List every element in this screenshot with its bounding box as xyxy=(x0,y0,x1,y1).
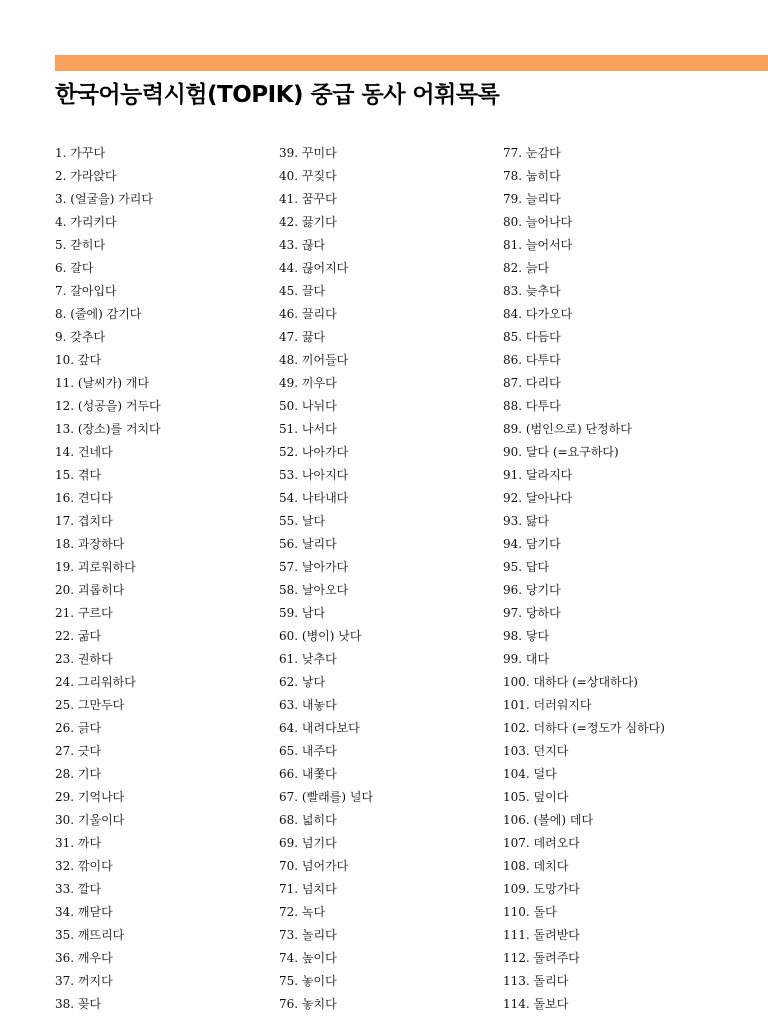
vocab-item: 76. 놓치다 xyxy=(279,997,337,1011)
vocab-item: 82. 늙다 xyxy=(503,261,550,275)
vocab-item: 40. 꾸짖다 xyxy=(279,169,337,183)
vocab-item: 63. 내놓다 xyxy=(279,698,337,712)
vocab-item: 16. 견디다 xyxy=(55,491,113,505)
vocab-item: 22. 굶다 xyxy=(55,629,102,643)
vocab-item: 23. 권하다 xyxy=(55,652,113,666)
vocab-item: 111. 돌려받다 xyxy=(503,928,580,942)
vocab-item: 104. 덜다 xyxy=(503,767,557,781)
vocab-item: 61. 낮추다 xyxy=(279,652,337,666)
vocab-item: 4. 가리키다 xyxy=(55,215,117,229)
vocab-item: 98. 닿다 xyxy=(503,629,550,643)
vocab-item: 68. 넓히다 xyxy=(279,813,337,827)
vocab-item: 105. 덮이다 xyxy=(503,790,569,804)
vocab-item: 62. 낳다 xyxy=(279,675,326,689)
vocab-item: 112. 돌려주다 xyxy=(503,951,580,965)
vocab-item: 56. 날리다 xyxy=(279,537,337,551)
vocab-item: 43. 끊다 xyxy=(279,238,326,252)
vocab-item: 88. 다투다 xyxy=(503,399,561,413)
vocab-item: 55. 날다 xyxy=(279,514,326,528)
vocab-item: 10. 갚다 xyxy=(55,353,102,367)
vocab-item: 83. 늦추다 xyxy=(503,284,561,298)
vocab-item: 54. 나타내다 xyxy=(279,491,349,505)
vocab-item: 58. 날아오다 xyxy=(279,583,349,597)
vocab-item: 1. 가꾸다 xyxy=(55,146,106,160)
vocab-item: 103. 던지다 xyxy=(503,744,569,758)
vocab-item: 94. 담기다 xyxy=(503,537,561,551)
vocab-item: 3. (얼굴을) 가리다 xyxy=(55,192,153,206)
vocab-item: 66. 내쫓다 xyxy=(279,767,337,781)
vocab-item: 29. 기억나다 xyxy=(55,790,125,804)
vocab-item: 14. 건네다 xyxy=(55,445,113,459)
vocab-item: 25. 그만두다 xyxy=(55,698,125,712)
vocab-item: 47. 끓다 xyxy=(279,330,326,344)
vocab-item: 33. 깔다 xyxy=(55,882,102,896)
vocab-item: 96. 당기다 xyxy=(503,583,561,597)
vocab-item: 53. 나아지다 xyxy=(279,468,349,482)
vocab-item: 27. 긋다 xyxy=(55,744,102,758)
vocab-item: 89. (범인으로) 단정하다 xyxy=(503,422,632,436)
vocab-item: 75. 놓이다 xyxy=(279,974,337,988)
vocab-item: 9. 갖추다 xyxy=(55,330,106,344)
vocab-item: 74. 높이다 xyxy=(279,951,337,965)
vocab-item: 11. (날씨가) 개다 xyxy=(55,376,150,390)
vocab-item: 35. 깨뜨리다 xyxy=(55,928,125,942)
vocab-item: 15. 겪다 xyxy=(55,468,102,482)
vocab-item: 30. 기울이다 xyxy=(55,813,125,827)
vocab-item: 79. 늘리다 xyxy=(503,192,561,206)
vocab-item: 44. 끊어지다 xyxy=(279,261,349,275)
vocab-item: 20. 괴롭히다 xyxy=(55,583,125,597)
vocab-item: 21. 구르다 xyxy=(55,606,113,620)
vocab-column-3 xyxy=(503,142,665,1016)
vocab-item: 91. 달라지다 xyxy=(503,468,573,482)
vocab-item: 28. 기다 xyxy=(55,767,102,781)
vocab-column-1 xyxy=(55,142,161,1016)
vocab-item: 107. 데려오다 xyxy=(503,836,580,850)
vocab-item: 69. 넘기다 xyxy=(279,836,337,850)
vocab-item: 26. 긁다 xyxy=(55,721,102,735)
vocab-item: 34. 깨닫다 xyxy=(55,905,113,919)
vocab-column-2 xyxy=(279,142,373,1016)
vocab-item: 2. 가라앉다 xyxy=(55,169,117,183)
vocab-item: 77. 눈감다 xyxy=(503,146,561,160)
vocab-item: 17. 겹치다 xyxy=(55,514,113,528)
vocab-item: 37. 꺼지다 xyxy=(55,974,113,988)
vocab-item: 8. (줄에) 감기다 xyxy=(55,307,142,321)
vocab-item: 57. 날아가다 xyxy=(279,560,349,574)
vocab-item: 31. 까다 xyxy=(55,836,102,850)
vocab-item: 64. 내려다보다 xyxy=(279,721,360,735)
vocab-item: 71. 넘치다 xyxy=(279,882,337,896)
vocab-item: 65. 내주다 xyxy=(279,744,337,758)
vocab-item: 39. 꾸미다 xyxy=(279,146,337,160)
vocab-item: 102. 더하다 (=정도가 심하다) xyxy=(503,721,665,735)
vocab-item: 70. 넘어가다 xyxy=(279,859,349,873)
vocab-item: 108. 데치다 xyxy=(503,859,569,873)
header-accent-bar xyxy=(55,55,768,71)
vocab-item: 32. 깎이다 xyxy=(55,859,113,873)
vocab-item: 110. 돌다 xyxy=(503,905,557,919)
vocab-item: 84. 다가오다 xyxy=(503,307,573,321)
vocab-item: 92. 달아나다 xyxy=(503,491,573,505)
vocab-item: 24. 그리워하다 xyxy=(55,675,136,689)
vocab-item: 12. (성공을) 거두다 xyxy=(55,399,161,413)
vocab-item: 46. 끌리다 xyxy=(279,307,337,321)
vocab-item: 52. 나아가다 xyxy=(279,445,349,459)
vocab-item: 13. (장소)를 거치다 xyxy=(55,422,161,436)
vocab-item: 101. 더러워지다 xyxy=(503,698,592,712)
page-title: 한국어능력시험(TOPIK) 중급 동사 어휘목록 xyxy=(55,82,500,108)
vocab-item: 95. 답다 xyxy=(503,560,550,574)
vocab-item: 97. 당하다 xyxy=(503,606,561,620)
vocab-item: 114. 돌보다 xyxy=(503,997,569,1011)
vocab-item: 86. 다투다 xyxy=(503,353,561,367)
vocab-item: 113. 돌리다 xyxy=(503,974,569,988)
vocab-item: 50. 나뉘다 xyxy=(279,399,337,413)
vocab-item: 85. 다듬다 xyxy=(503,330,561,344)
vocab-item: 5. 갇히다 xyxy=(55,238,106,252)
vocab-item: 38. 꽂다 xyxy=(55,997,102,1011)
vocab-item: 100. 대하다 (=상대하다) xyxy=(503,675,638,689)
vocab-item: 36. 깨우다 xyxy=(55,951,113,965)
vocab-item: 80. 늘어나다 xyxy=(503,215,573,229)
vocab-item: 73. 놀리다 xyxy=(279,928,337,942)
vocab-item: 45. 끌다 xyxy=(279,284,326,298)
vocab-item: 106. (볼에) 데다 xyxy=(503,813,594,827)
vocab-item: 81. 늘어서다 xyxy=(503,238,573,252)
vocab-item: 42. 끓기다 xyxy=(279,215,337,229)
vocab-item: 59. 남다 xyxy=(279,606,326,620)
vocab-item: 93. 닳다 xyxy=(503,514,550,528)
vocab-item: 67. (빨래를) 널다 xyxy=(279,790,374,804)
vocab-item: 109. 도망가다 xyxy=(503,882,580,896)
vocab-item: 78. 눕히다 xyxy=(503,169,561,183)
vocab-item: 7. 갈아입다 xyxy=(55,284,117,298)
vocab-item: 90. 달다 (=요구하다) xyxy=(503,445,619,459)
vocab-item: 18. 과장하다 xyxy=(55,537,125,551)
vocab-item: 87. 다리다 xyxy=(503,376,561,390)
vocab-item: 6. 갈다 xyxy=(55,261,94,275)
vocab-item: 51. 나서다 xyxy=(279,422,337,436)
vocab-item: 60. (병이) 낫다 xyxy=(279,629,362,643)
vocab-item: 48. 끼어들다 xyxy=(279,353,349,367)
vocab-item: 19. 괴로워하다 xyxy=(55,560,136,574)
vocab-item: 41. 꿈꾸다 xyxy=(279,192,337,206)
vocab-item: 49. 끼우다 xyxy=(279,376,337,390)
vocab-item: 72. 녹다 xyxy=(279,905,326,919)
vocab-item: 99. 대다 xyxy=(503,652,550,666)
